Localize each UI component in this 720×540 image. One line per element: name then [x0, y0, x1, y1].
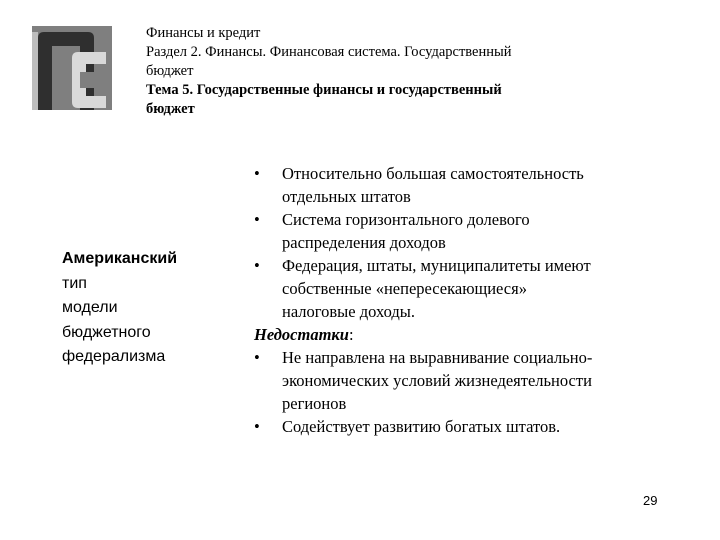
disadvantages-heading-colon: : [348, 325, 354, 344]
bullet-icon: • [254, 256, 260, 275]
disadvantage-item-line: регионов [282, 394, 347, 413]
advantage-item-line: отдельных штатов [282, 187, 411, 206]
model-label-line-5: федерализма [62, 348, 166, 365]
advantage-item-line: Система горизонтального долевого [282, 210, 530, 229]
bullet-icon: • [254, 348, 260, 367]
advantage-item-line: Федерация, штаты, муниципалитеты имеют [282, 256, 591, 275]
disadvantage-item-line: Не направлена на выравнивание социально- [282, 348, 593, 367]
advantage-item [254, 208, 699, 254]
model-label-line-2: тип [62, 274, 87, 292]
disadvantage-item-line: Содействует развитию богатых штатов. [282, 417, 561, 436]
topic-title: Тема 5. Государственные финансы и государственный [146, 82, 502, 98]
section-title-continued: бюджет [146, 63, 194, 79]
disadvantages-heading [254, 323, 699, 346]
disadvantage-item [254, 415, 699, 438]
disadvantage-item [254, 346, 699, 415]
advantage-item-line: налоговые доходы. [282, 302, 415, 321]
bullet-icon: • [254, 164, 260, 183]
ps-logo-graphic [32, 24, 112, 110]
bullet-icon: • [254, 417, 260, 436]
advantage-item [254, 162, 699, 208]
advantage-item-line: распределения доходов [282, 233, 446, 252]
advantage-item [254, 254, 699, 323]
model-label-line-4: бюджетного [62, 323, 151, 341]
advantage-item-line: собственные «непересекающиеся» [282, 279, 527, 298]
disadvantages-heading-text: Недостатки [254, 325, 349, 344]
topic-title-continued: бюджет [146, 101, 195, 117]
model-label-line-1: Американский [62, 250, 178, 267]
slide-header [146, 24, 626, 119]
bullet-icon: • [254, 210, 260, 229]
course-title: Финансы и кредит [146, 25, 261, 41]
page-number: 29 [643, 493, 658, 508]
slide-content [254, 162, 699, 438]
ps-logo-icon [32, 24, 112, 110]
model-label-line-3: модели [62, 299, 118, 316]
disadvantage-item-line: экономических условий жизнедеятельности [282, 371, 592, 390]
section-title: Раздел 2. Финансы. Финансовая система. Государственный [146, 44, 512, 60]
model-label [62, 247, 177, 370]
advantage-item-line: Относительно большая самостоятельность [282, 164, 584, 183]
